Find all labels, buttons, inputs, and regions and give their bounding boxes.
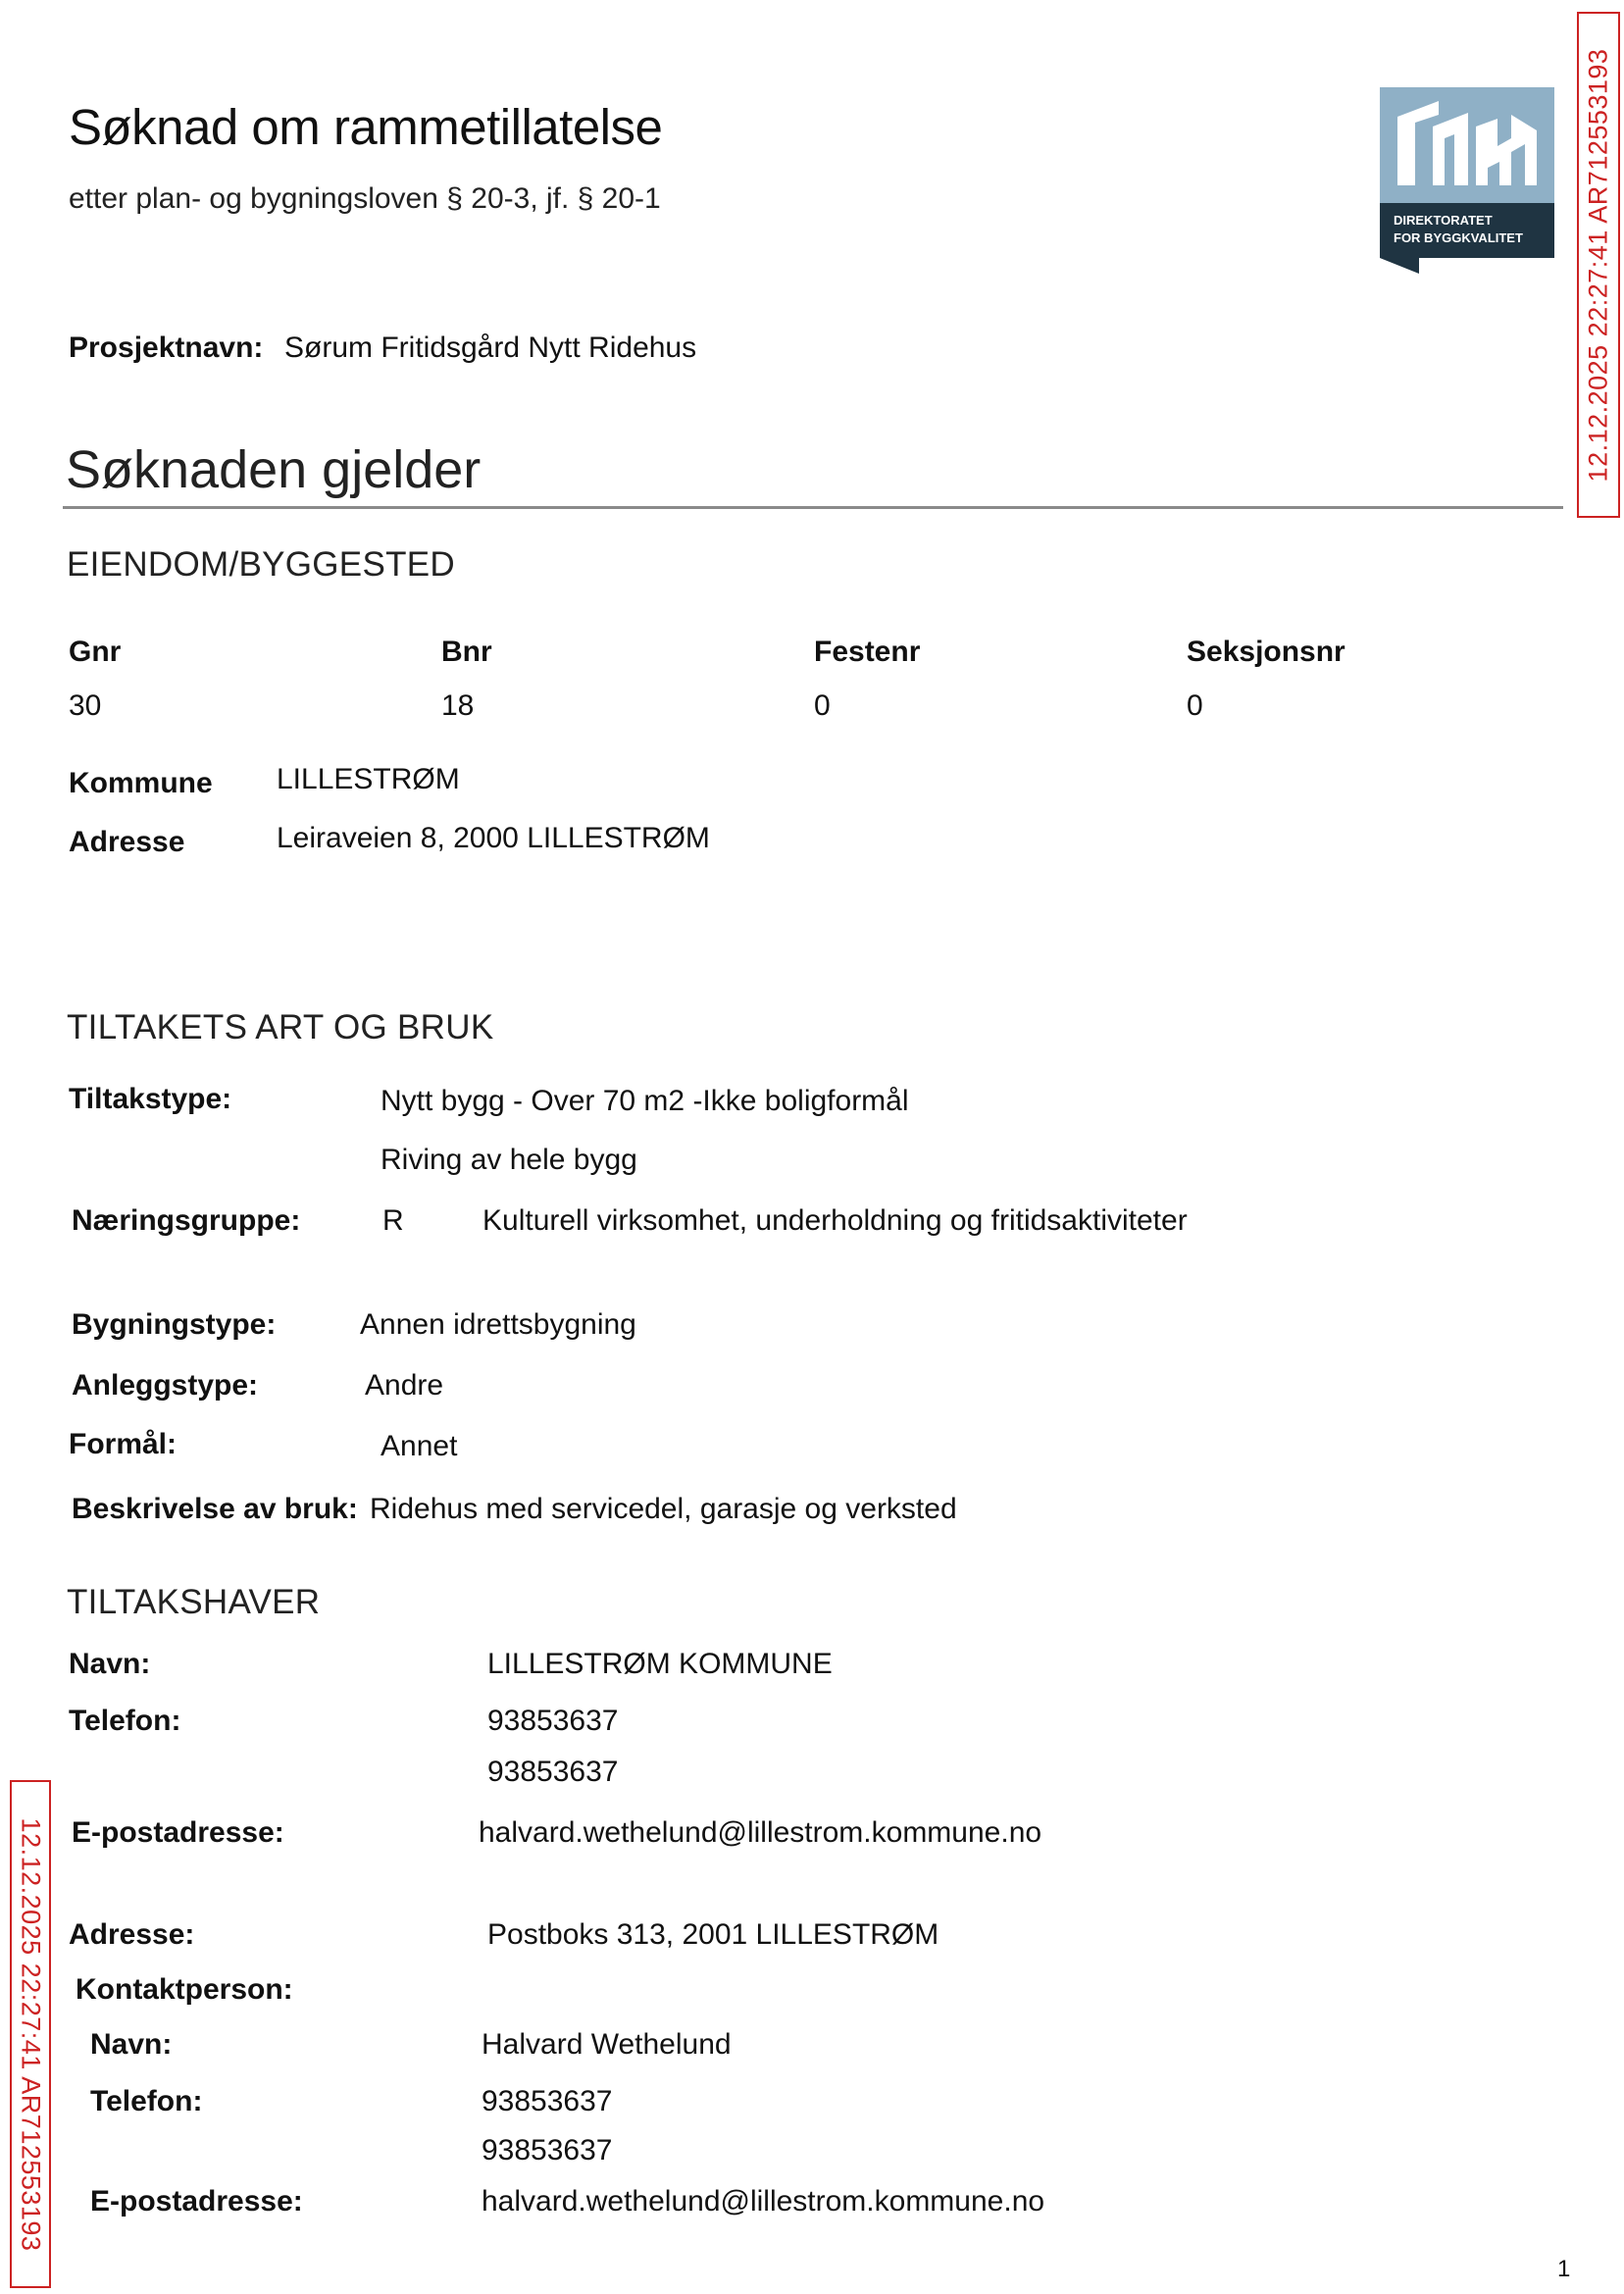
tiltak-heading: TILTAKETS ART OG BRUK bbox=[67, 1008, 494, 1046]
logo-line-2: FOR BYGGKVALITET bbox=[1394, 230, 1523, 245]
document-title: Søknad om rammetillatelse bbox=[69, 99, 663, 155]
tiltakstype-value-2: Riving av hele bygg bbox=[381, 1144, 637, 1176]
beskrivelse-label: Beskrivelse av bruk: bbox=[72, 1493, 358, 1525]
beskrivelse-value: Ridehus med servicedel, garasje og verksted bbox=[370, 1493, 957, 1525]
kontakt-telefon-label: Telefon: bbox=[90, 2085, 203, 2117]
kontakt-epost-value: halvard.wethelund@lillestrom.kommune.no bbox=[482, 2185, 1045, 2218]
tiltakshaver-epost-value: halvard.wethelund@lillestrom.kommune.no bbox=[479, 1816, 1042, 1849]
tiltakstype-label: Tiltakstype: bbox=[69, 1083, 232, 1115]
tiltakshaver-navn-value: LILLESTRØM KOMMUNE bbox=[487, 1648, 833, 1680]
tiltakshaver-telefon-2: 93853637 bbox=[487, 1756, 619, 1788]
formal-value: Annet bbox=[381, 1430, 458, 1462]
naeringsgruppe-label: Næringsgruppe: bbox=[72, 1204, 301, 1237]
tiltakshaver-epost-label: E-postadresse: bbox=[72, 1816, 284, 1849]
tiltakshaver-navn-label: Navn: bbox=[69, 1648, 151, 1680]
gnr-value: 30 bbox=[69, 689, 102, 722]
tiltakshaver-adresse-value: Postboks 313, 2001 LILLESTRØM bbox=[487, 1918, 939, 1951]
dibk-logo bbox=[1380, 87, 1554, 274]
logo-line-1: DIREKTORATET bbox=[1394, 213, 1493, 228]
eiendom-heading: EIENDOM/BYGGESTED bbox=[67, 545, 455, 584]
adresse-label: Adresse bbox=[69, 826, 185, 858]
kontakt-telefon-2: 93853637 bbox=[482, 2134, 613, 2167]
kommune-value: LILLESTRØM bbox=[277, 763, 460, 795]
kontaktperson-label: Kontaktperson: bbox=[76, 1973, 293, 2006]
bnr-value: 18 bbox=[441, 689, 475, 722]
kontakt-navn-label: Navn: bbox=[90, 2028, 173, 2061]
adresse-value: Leiraveien 8, 2000 LILLESTRØM bbox=[277, 822, 710, 854]
bnr-label: Bnr bbox=[441, 636, 492, 668]
naeringsgruppe-code: R bbox=[382, 1204, 404, 1237]
tiltakshaver-heading: TILTAKSHAVER bbox=[67, 1583, 321, 1621]
kommune-label: Kommune bbox=[69, 767, 213, 799]
anleggstype-value: Andre bbox=[365, 1369, 444, 1402]
receipt-stamp-top bbox=[1577, 12, 1620, 518]
seksjonsnr-label: Seksjonsnr bbox=[1187, 636, 1345, 668]
bygningstype-value: Annen idrettsbygning bbox=[360, 1308, 636, 1341]
bygningstype-label: Bygningstype: bbox=[72, 1308, 277, 1341]
festenr-label: Festenr bbox=[814, 636, 921, 668]
kontakt-epost-label: E-postadresse: bbox=[90, 2185, 303, 2218]
tiltakshaver-adresse-label: Adresse: bbox=[69, 1918, 195, 1951]
receipt-stamp-left bbox=[10, 1780, 51, 2288]
tiltakstype-value-1: Nytt bygg - Over 70 m2 -Ikke boligformål bbox=[381, 1085, 909, 1117]
project-label: Prosjektnavn: bbox=[69, 331, 264, 364]
stamp-text: 12.12.2025 22:27:41 AR712553193 bbox=[1583, 48, 1613, 482]
tiltakshaver-telefon-label: Telefon: bbox=[69, 1705, 181, 1737]
document-subtitle: etter plan- og bygningsloven § 20-3, jf. § 20-1 bbox=[69, 182, 661, 215]
seksjonsnr-value: 0 bbox=[1187, 689, 1203, 722]
festenr-value: 0 bbox=[814, 689, 831, 722]
section-title: Søknaden gjelder bbox=[66, 440, 482, 499]
kontakt-telefon-1: 93853637 bbox=[482, 2085, 613, 2117]
page-number: 1 bbox=[1557, 2256, 1571, 2282]
anleggstype-label: Anleggstype: bbox=[72, 1369, 259, 1402]
kontakt-navn-value: Halvard Wethelund bbox=[482, 2028, 732, 2061]
formal-label: Formål: bbox=[69, 1428, 178, 1460]
project-name: Sørum Fritidsgård Nytt Ridehus bbox=[284, 331, 697, 364]
tiltakshaver-telefon-1: 93853637 bbox=[487, 1705, 619, 1737]
stamp-text: 12.12.2025 22:27:41 AR712553193 bbox=[16, 1817, 46, 2251]
section-divider bbox=[63, 506, 1563, 509]
naeringsgruppe-value: Kulturell virksomhet, underholdning og fritidsaktiviteter bbox=[482, 1204, 1188, 1237]
gnr-label: Gnr bbox=[69, 636, 122, 668]
